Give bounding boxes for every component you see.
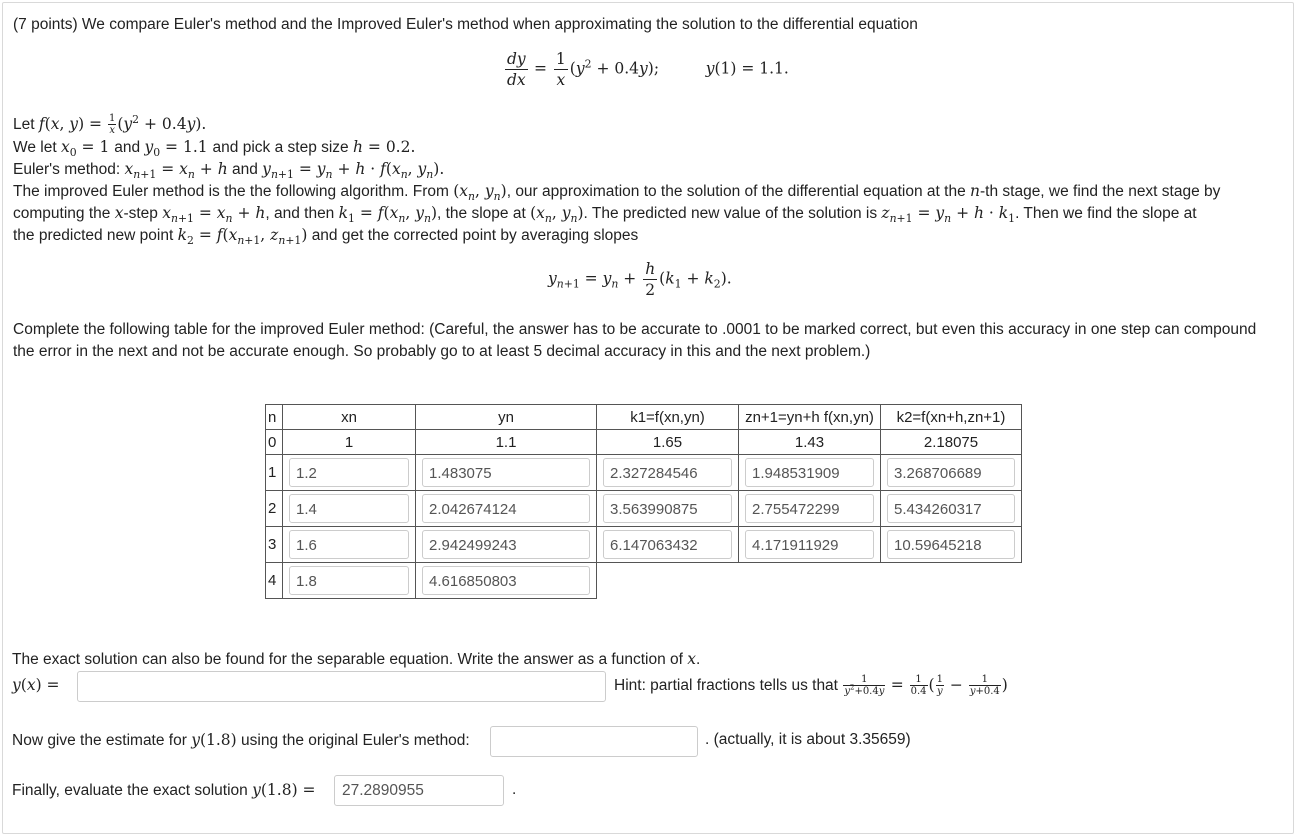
row1-k1-input[interactable]: 2.327284546 bbox=[603, 458, 732, 487]
y-of-x-label: y(x) = bbox=[12, 676, 60, 694]
row2-z-input[interactable]: 2.755472299 bbox=[745, 494, 874, 523]
table-row bbox=[266, 527, 1022, 563]
exact-solution-input[interactable] bbox=[77, 671, 606, 702]
row1-k2-input[interactable]: 3.268706689 bbox=[887, 458, 1015, 487]
differential-equation: $\frac{dy}{dx}$ = $\frac{1}{x}$ $(y^2 + 0.4y)$; y(1) = 1.1. bbox=[507, 50, 789, 89]
exact-prompt: The exact solution can also be found for the separable equation. Write the answer as a function of x. bbox=[12, 650, 701, 668]
final-trailing-period: . bbox=[512, 781, 517, 798]
row3-x-input[interactable]: 1.6 bbox=[289, 530, 409, 559]
improved-line-1: The improved Euler method is the the following algorithm. From ($x_n$, $y_n$), our approximation to the solution of the differential equation at the n-th stage, we find the next stage by bbox=[13, 182, 1221, 204]
improved-euler-table bbox=[265, 404, 1022, 599]
table-row bbox=[266, 491, 1022, 527]
final-exact-input[interactable]: 27.2890955 bbox=[334, 775, 504, 806]
table-row bbox=[266, 430, 1022, 455]
row0-y: 1.1 bbox=[416, 430, 597, 455]
row1-x-input[interactable]: 1.2 bbox=[289, 458, 409, 487]
row1-y-input[interactable]: 1.483075 bbox=[422, 458, 590, 487]
row4-y-input[interactable]: 4.616850803 bbox=[422, 566, 590, 595]
row0-n: 0 bbox=[266, 430, 283, 455]
row0-k2: 2.18075 bbox=[881, 430, 1022, 455]
row2-x-input[interactable]: 1.4 bbox=[289, 494, 409, 523]
row0-z: 1.43 bbox=[739, 430, 881, 455]
row4-n: 4 bbox=[266, 563, 283, 599]
complete-text-1: Complete the following table for the improved Euler method: (Careful, the answer has to be accurate to .0001 to be marked correct, but even this accuracy in one step can compound bbox=[13, 321, 1257, 338]
header-xn: xn bbox=[283, 405, 416, 430]
row1-n: 1 bbox=[266, 455, 283, 491]
euler-method-line: Euler's method: $x_{n+1} = x_n + h$ and $y_{n+1} = y_n + h \cdot f(x_n$, $y_n$). bbox=[13, 160, 445, 182]
row0-x: 1 bbox=[283, 430, 416, 455]
table-row bbox=[266, 563, 1022, 599]
improved-line-3: the predicted new point $k_2 = f(x_{n+1}$, $z_{n+1}$) and get the corrected point by averaging slopes bbox=[13, 226, 639, 248]
header-n: n bbox=[266, 405, 283, 430]
final-prompt: Finally, evaluate the exact solution y(1.8) = bbox=[12, 781, 316, 799]
row0-k1: 1.65 bbox=[597, 430, 739, 455]
row4-x-input[interactable]: 1.8 bbox=[289, 566, 409, 595]
row1-z-input[interactable]: 1.948531909 bbox=[745, 458, 874, 487]
intro-text: (7 points) We compare Euler's method and the Improved Euler's method when approximating the solution to the differential equation bbox=[13, 16, 918, 33]
row3-k2-input[interactable]: 10.59645218 bbox=[887, 530, 1015, 559]
row3-n: 3 bbox=[266, 527, 283, 563]
row2-y-input[interactable]: 2.042674124 bbox=[422, 494, 590, 523]
header-z: zn+1=yn+h f(xn,yn) bbox=[739, 405, 881, 430]
table-row bbox=[266, 455, 1022, 491]
row3-k1-input[interactable]: 6.147063432 bbox=[603, 530, 732, 559]
we-let-line: We let $x_0 = 1$ and $y_0 = 1.1$ and pick a step size h = 0.2. bbox=[13, 138, 416, 160]
row3-z-input[interactable]: 4.171911929 bbox=[745, 530, 874, 559]
euler-estimate-input[interactable] bbox=[490, 726, 698, 757]
complete-text-2: the error in the next and not be accurate enough. So probably go to at least 5 decimal accuracy in this and the next problem.) bbox=[13, 343, 871, 360]
euler-estimate-prompt: Now give the estimate for y(1.8) using the original Euler's method: bbox=[12, 731, 470, 749]
row2-k2-input[interactable]: 5.434260317 bbox=[887, 494, 1015, 523]
partial-fraction-hint: Hint: partial fractions tells us that $\frac{1}{y^2+0.4y}$ = $\frac{1}{0.4}$ ( $\frac{1}{y}$ − $\frac{1}{y+0.4}$ ) bbox=[614, 674, 1008, 698]
row3-y-input[interactable]: 2.942499243 bbox=[422, 530, 590, 559]
table-header-row bbox=[266, 405, 1022, 430]
let-f-line: Let f(x, y) = $\frac{1}{x}$ $(y^2 + 0.4y)$. bbox=[13, 112, 207, 137]
header-k1: k1=f(xn,yn) bbox=[597, 405, 739, 430]
improved-line-2: computing the x-step $x_{n+1} = x_n + h$, and then $k_1 = f(x_n$, $y_n$), the slope at ($x_n$, $y_n$). The predicted new value of the solution is $z_{n+1} = y_n + h \cdot k_1$. Then we find the slope at bbox=[13, 204, 1197, 226]
euler-estimate-note: . (actually, it is about 3.35659) bbox=[705, 731, 911, 748]
header-k2: k2=f(xn+h,zn+1) bbox=[881, 405, 1022, 430]
header-yn: yn bbox=[416, 405, 597, 430]
row2-n: 2 bbox=[266, 491, 283, 527]
row2-k1-input[interactable]: 3.563990875 bbox=[603, 494, 732, 523]
averaging-formula: $y_{n+1} = y_n$ + $\frac{h}{2}$ $(k_1 + k_2)$. bbox=[548, 260, 732, 299]
